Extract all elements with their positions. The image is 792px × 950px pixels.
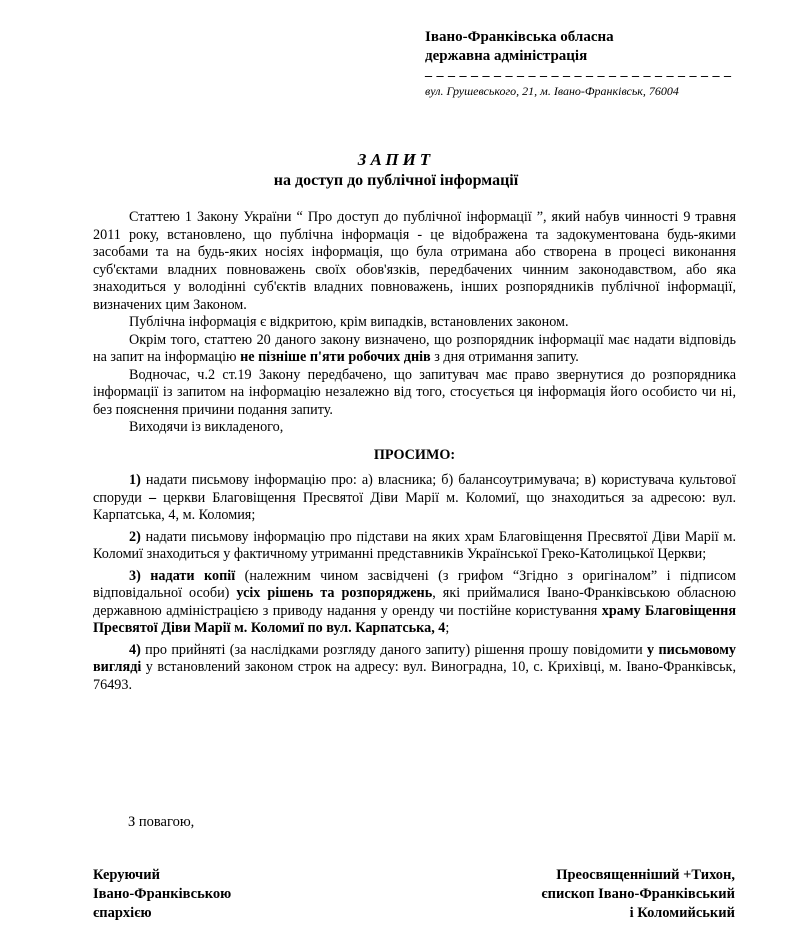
item-3-text-c: ;	[445, 620, 450, 636]
addressee-dashed-line: _ _ _ _ _ _ _ _ _ _ _ _ _ _ _ _ _ _ _ _ _ _ _ _ _ _ _	[425, 64, 732, 79]
item-3-bold-2: усіх рішень та розпоряджень	[236, 585, 433, 601]
item-3-bold-1: 3) надати копії	[129, 567, 236, 584]
document-subtitle: на доступ до публічної інформації	[273, 172, 519, 189]
addressee-block	[425, 28, 755, 66]
item-4-number: 4)	[129, 641, 141, 658]
item-3-bold-3: храму Благовіщення Пресвятої Діви Марії м. Коломиї по вул. Карпатська, 4	[93, 602, 736, 636]
document-body	[93, 209, 736, 698]
item-4-text-b: у встановлений законом строк на адресу: вул. Виноградна, 10, с. Крихівці, м. Івано-Франківськ, 76493.	[93, 659, 736, 693]
addressee-address: вул. Грушевського, 21, м. Івано-Франківськ, 76004	[425, 84, 679, 98]
signature-right	[541, 866, 735, 923]
paragraph-3-text-b: з дня отримання запиту.	[430, 349, 579, 365]
item-4-text-a: про прийняті (за наслідками розгляду даного запиту) рішення прошу повідомити	[140, 641, 648, 658]
paragraph-3-bold: не пізніше п'яти робочих днів	[240, 349, 431, 365]
paragraph-3-text-a: Окрім того, статтею 20 даного закону визначено, що розпорядник інформації має надати відповідь на запит на інформацію	[93, 331, 736, 365]
signature-right-line-1: Преосвященніший +Тихон,	[556, 867, 735, 883]
request-heading: ПРОСИМО:	[373, 446, 456, 463]
request-item-4	[93, 642, 736, 695]
paragraph-3	[93, 332, 736, 367]
paragraph-2: Публічна інформація є відкритою, крім випадків, встановлених законом.	[129, 314, 569, 330]
signature-right-line-2: єпископ Івано-Франківський	[541, 886, 735, 902]
paragraph-1: Статтею 1 Закону України “ Про доступ до публічної інформації ”, який набув чинності 9 травня 2011 року, встановлено, що публічна інформація - це відображена та задокументована будь-якими засобами та на будь-яких носіях інформація, що була отримана або створена в процесі виконання суб'єктами владних повноважень своїх обов'язків, передбачених чинним законодавством, або яка знаходиться у володінні суб'єктів владних повноважень, інших розпорядників публічної інформації, визначених цим Законом.	[93, 209, 736, 313]
document-title: ЗАПИТ	[357, 150, 435, 169]
item-1-dash: –	[148, 489, 157, 506]
request-item-1	[93, 472, 736, 525]
item-2-number: 2)	[129, 528, 141, 545]
item-1-number: 1)	[129, 472, 141, 488]
item-3-text-b: , які приймалися Івано-Франківською обласною державною адміністрацією з приводу надання у оренду чи постійне користування	[93, 585, 736, 619]
signature-left	[93, 866, 231, 923]
addressee-line-1: Івано-Франківська обласна	[425, 29, 614, 45]
signature-left-line-3: єпархією	[93, 905, 152, 921]
signature-left-line-2: Івано-Франківською	[93, 886, 232, 902]
signature-right-line-3: і Коломийський	[629, 905, 735, 921]
item-4-bold: у письмовому вигляді	[93, 641, 736, 675]
closing-regards: З повагою,	[128, 814, 195, 830]
request-item-3	[93, 568, 736, 638]
request-item-2	[93, 529, 736, 564]
item-3-text-a: (належним чином засвідчені (з грифом “Згідно з оригіналом” і підписом відповідальної особи)	[93, 567, 736, 601]
item-2-text: надати письмову інформацію про підстави на яких храм Благовіщення Пресвятої Діви Марії м. Коломиї знаходиться у фактичному утриманні представників Української Греко-Католицької Церкви;	[93, 528, 736, 562]
paragraph-4: Водночас, ч.2 ст.19 Закону передбачено, що запитувач має право звернутися до розпорядника інформації із запитом на інформацію незалежно від того, стосується ця інформація його особисто чи ні, без пояснення причини подання запиту.	[93, 366, 736, 418]
addressee-line-2: державна адміністрація	[425, 48, 588, 64]
paragraph-5: Виходячи із викладеного,	[129, 419, 284, 435]
item-1-text-b: церкви Благовіщення Пресвятої Діви Марії м. Коломиї, що знаходиться за адресою: вул. Карпатська, 4, м. Коломия;	[93, 489, 736, 523]
signature-left-line-1: Керуючий	[93, 867, 160, 883]
item-1-text-a: надати письмову інформацію про: а) власника; б) балансоутримувача; в) користувача культової споруди	[93, 472, 736, 506]
